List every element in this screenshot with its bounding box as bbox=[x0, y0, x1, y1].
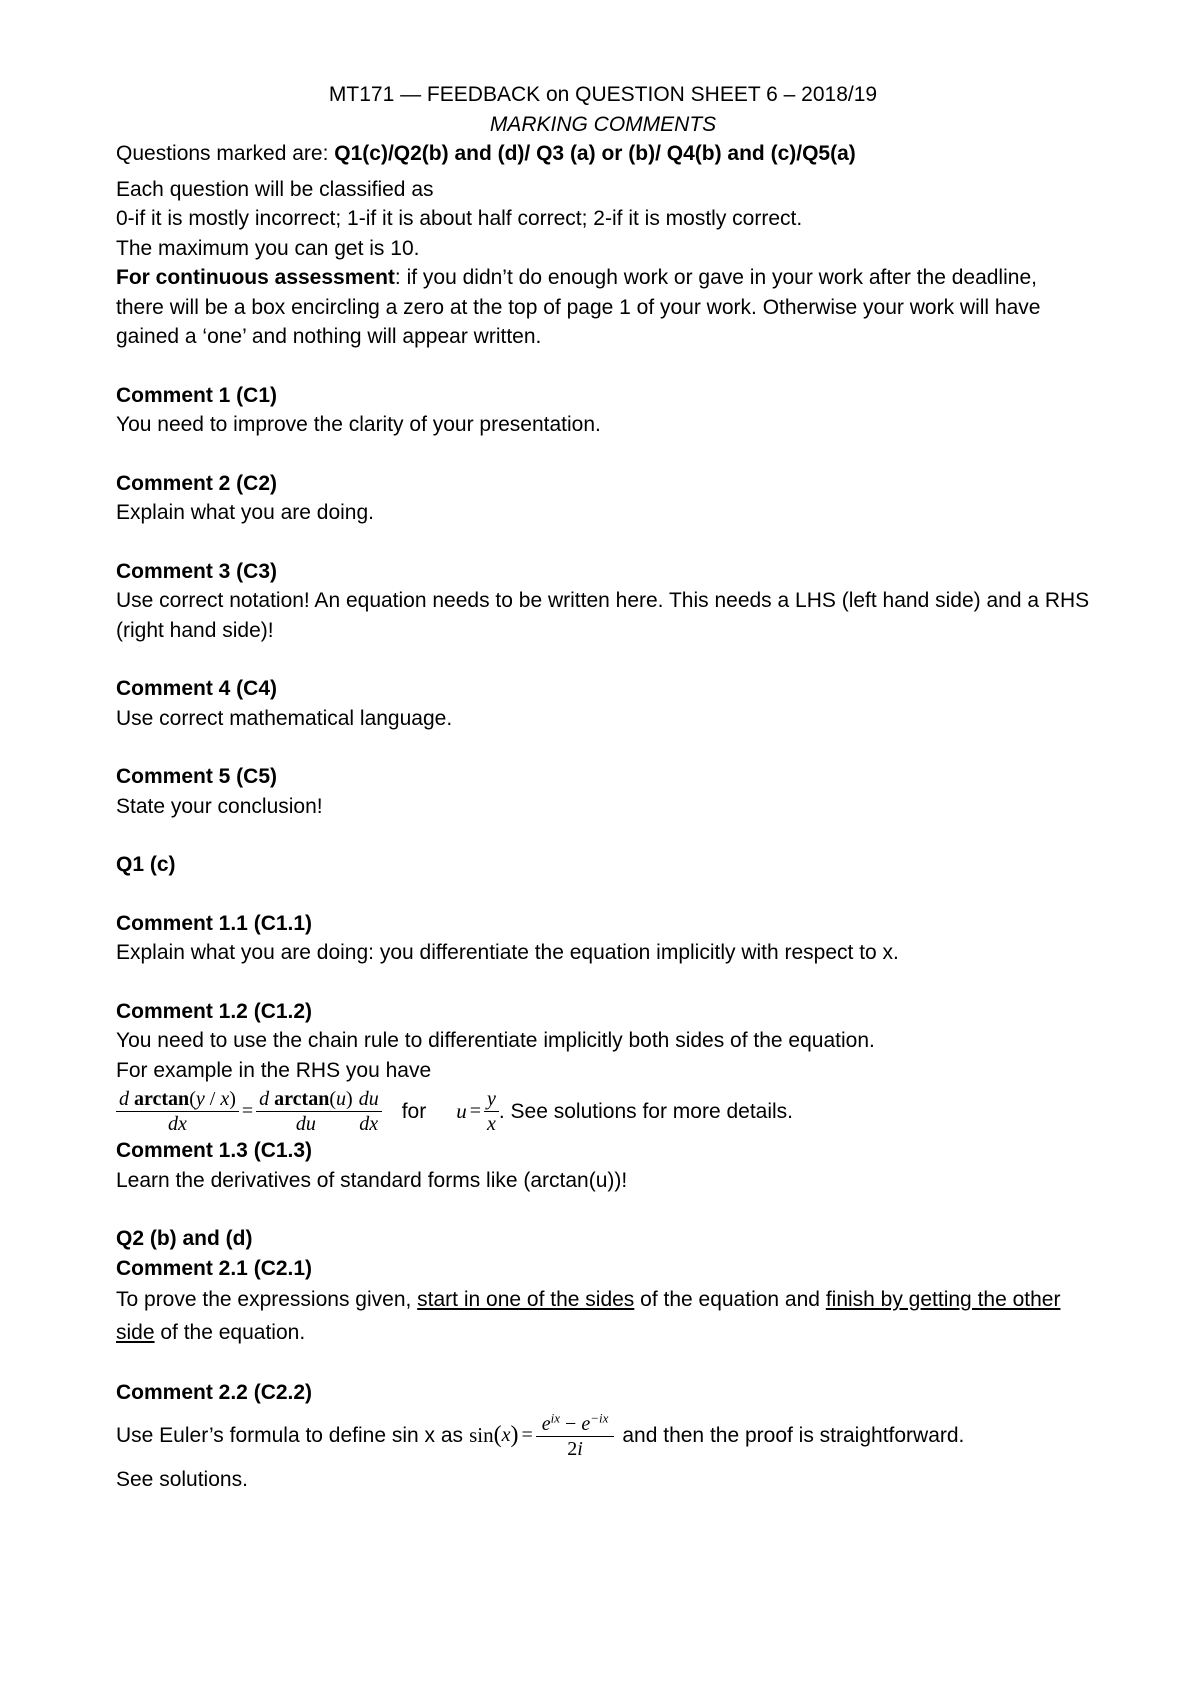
comment-3-heading: Comment 3 (C3) bbox=[116, 559, 278, 583]
comment-2-1-heading: Comment 2.1 (C2.1) bbox=[116, 1256, 313, 1280]
comment-1-1-heading: Comment 1.1 (C1.1) bbox=[116, 911, 313, 935]
equation-for-word: for bbox=[401, 1099, 427, 1123]
underlined-finish: finish by getting the other side bbox=[116, 1288, 1061, 1344]
comment-1-text: You need to improve the clarity of your presentation. bbox=[116, 413, 601, 436]
euler-formula-line: Use Euler’s formula to define sin x as sin ( x ) = $\frac{e^{ix} - e^{-ix}}{2i}$ and then the proof is straightforward. bbox=[116, 1409, 965, 1460]
equation-rhs-fraction-1: $\frac{\text{d arctan(u)}}{du}$ bbox=[256, 1087, 356, 1136]
continuous-assessment bbox=[116, 263, 1090, 352]
equation-rhs-fraction-2: $\frac{du}{dx}$ bbox=[356, 1087, 382, 1136]
euler-before-text: Use Euler’s formula to define sin x as bbox=[116, 1424, 464, 1448]
comment-1-1-text: Explain what you are doing: you differentiate the equation implicitly with respect to x. bbox=[116, 941, 899, 964]
scale-text: 0-if it is mostly incorrect; 1-if it is about half correct; 2-if it is mostly correct. bbox=[116, 207, 803, 230]
questions-list: Q1(c)/Q2(b) and (d)/ Q3 (a) or (b)/ Q4(b) and (c)/Q5(a) bbox=[334, 142, 856, 165]
comment-1-2-line2: For example in the RHS you have bbox=[116, 1058, 432, 1082]
euler-fraction: $\frac{e^{ix} - e^{-ix}}{2i}$ bbox=[536, 1412, 615, 1461]
questions-marked bbox=[116, 139, 1090, 169]
comment-2-2-heading: Comment 2.2 (C2.2) bbox=[116, 1381, 313, 1404]
comment-1-heading: Comment 1 (C1) bbox=[116, 383, 278, 407]
comment-5-heading: Comment 5 (C5) bbox=[116, 765, 278, 788]
q1-heading: Q1 (c) bbox=[116, 853, 176, 876]
document-subtitle: MARKING COMMENTS bbox=[489, 112, 717, 136]
q2-heading: Q2 (b) and (d) bbox=[116, 1227, 253, 1250]
euler-after-text: and then the proof is straightforward. bbox=[622, 1424, 965, 1448]
document-title: MT171 — FEEDBACK on QUESTION SHEET 6 – 2018/19 bbox=[328, 83, 878, 106]
comment-1-3-heading: Comment 1.3 (C1.3) bbox=[116, 1139, 313, 1162]
see-solutions-text: See solutions. bbox=[116, 1467, 248, 1491]
comment-5-text: State your conclusion! bbox=[116, 794, 323, 818]
ca-text: : if you didn’t do enough work or gave in your work after the deadline, there will be a box encircling a zero at the top of page 1 of your work. Otherwise your work will have gained a ‘one’ and nothing will appear written. bbox=[116, 266, 1041, 348]
equation-lhs-fraction: $\frac{\text{d arctan(y / x)}}{dx}$ bbox=[116, 1087, 239, 1136]
comment-3-text: Use correct notation! An equation needs to be written here. This needs a LHS (left hand side) and a RHS (right hand side)! bbox=[116, 589, 1090, 642]
substitution-fraction: $\frac{y}{x}$ bbox=[484, 1087, 499, 1136]
questions-prefix: Questions marked are: bbox=[116, 142, 335, 165]
classify-text: Each question will be classified as bbox=[116, 177, 434, 201]
comment-4-text: Use correct mathematical language. bbox=[116, 706, 453, 730]
comment-1-2-heading: Comment 1.2 (C1.2) bbox=[116, 999, 313, 1023]
comment-1-3-text: Learn the derivatives of standard forms like (arctan(u))! bbox=[116, 1168, 628, 1192]
underlined-start: start in one of the sides bbox=[417, 1288, 635, 1311]
comment-2-text: Explain what you are doing. bbox=[116, 501, 374, 524]
comment-2-heading: Comment 2 (C2) bbox=[116, 471, 278, 495]
equation-after-text: . See solutions for more details. bbox=[498, 1099, 794, 1123]
comment-1-2-line1: You need to use the chain rule to differentiate implicitly both sides of the equation. bbox=[116, 1029, 875, 1052]
comment-4-heading: Comment 4 (C4) bbox=[116, 677, 278, 700]
maximum-text: The maximum you can get is 10. bbox=[116, 236, 420, 260]
ca-label: For continuous assessment bbox=[116, 266, 395, 289]
comment-2-1-text: To prove the expressions given, start in one of the sides of the equation and finish by getting the other side of the equation. bbox=[116, 1288, 1061, 1344]
chain-rule-equation: $\frac{\text{d arctan(y / x)}}{dx}$ = $\frac{\text{d arctan(u)}}{du}$ $\frac{du}{dx}$ for u = $\frac{y}{x}$ . See solutions for more details. bbox=[116, 1087, 1090, 1136]
